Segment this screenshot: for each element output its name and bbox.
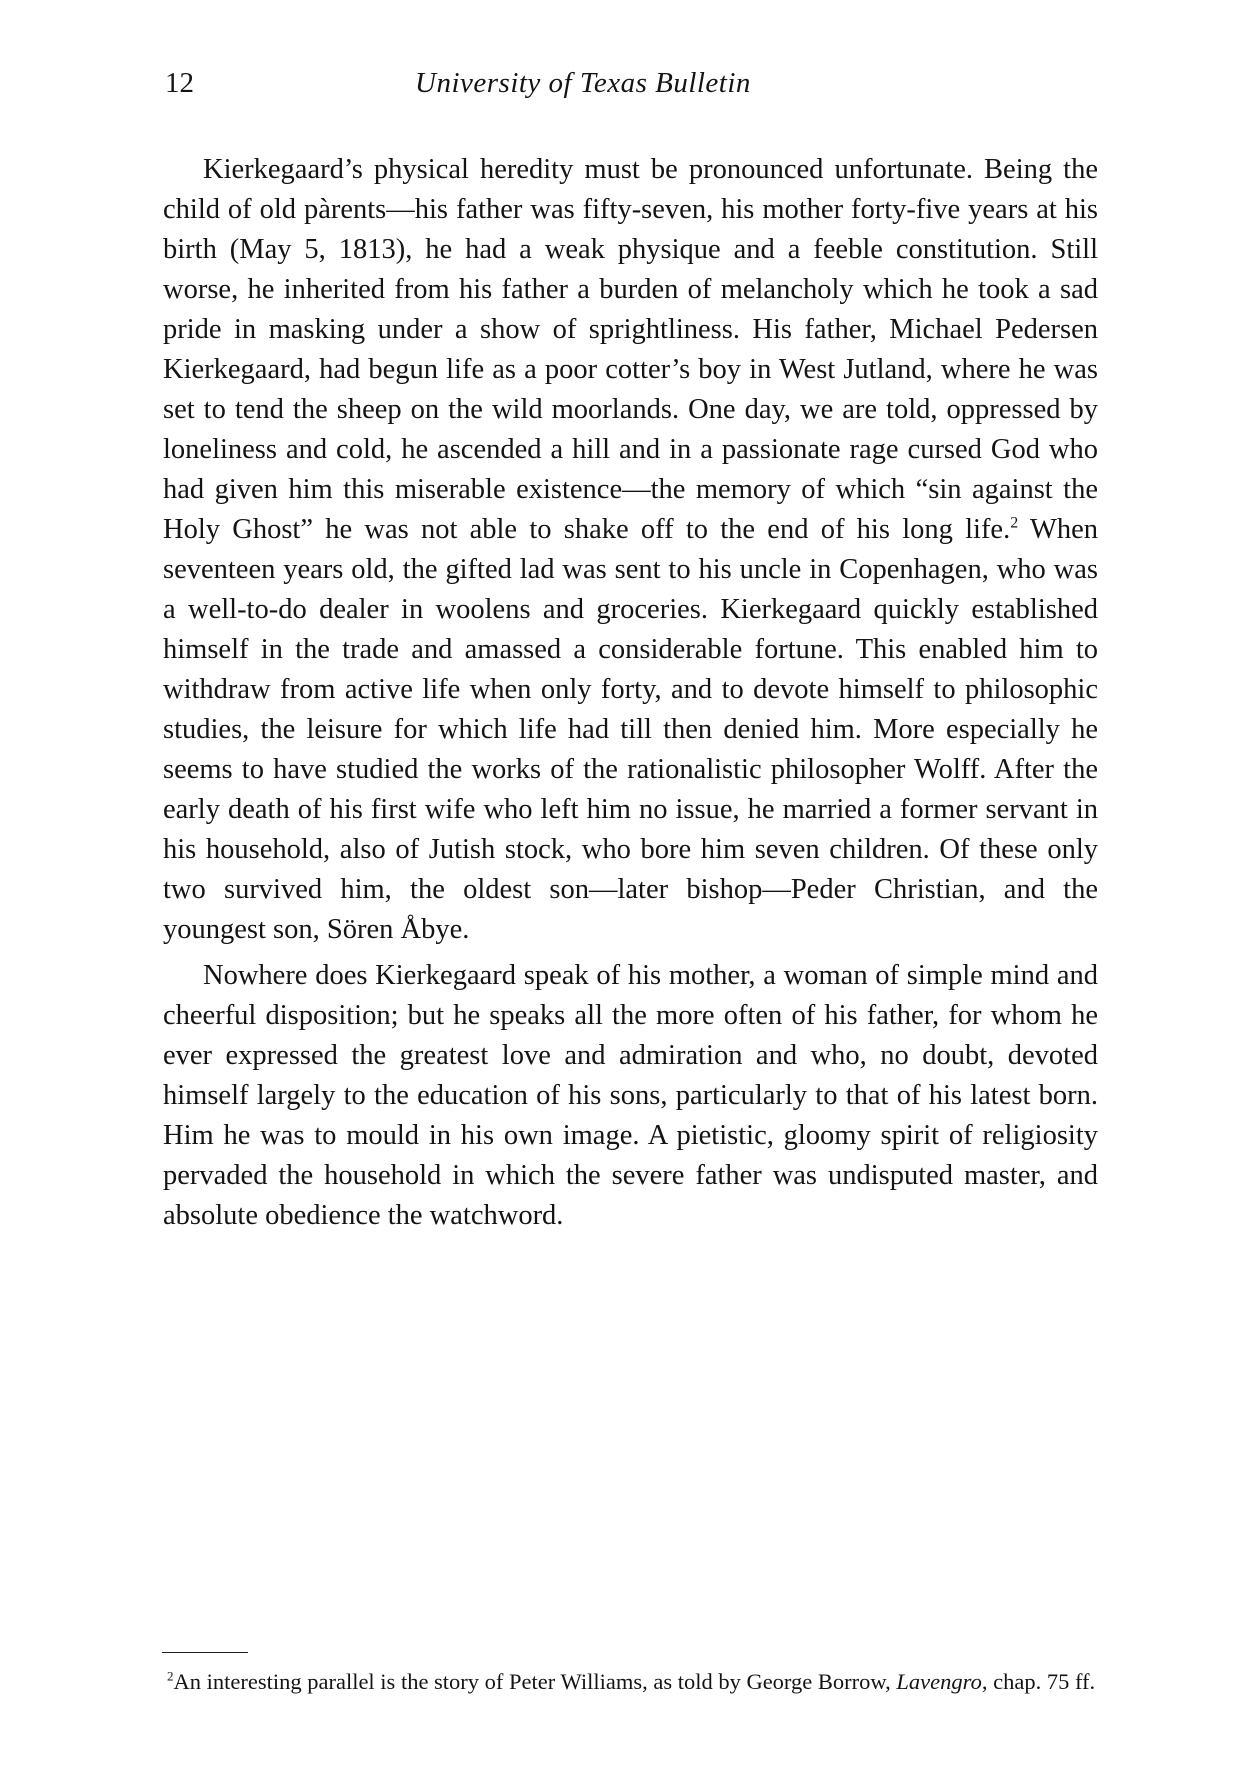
paragraph-1 xyxy=(163,150,1098,950)
footnote-reference: 2 xyxy=(1010,514,1019,532)
footnote-mark: 2 xyxy=(167,1668,174,1684)
running-title: University of Texas Bulletin xyxy=(415,67,751,99)
footnote-text-before: An interesting parallel is the story of Peter Williams, as told by George Borrow, xyxy=(173,1669,897,1694)
footnote-divider xyxy=(162,1652,248,1653)
footnote-work-title: Lavengro xyxy=(896,1669,982,1694)
paragraph-2: Nowhere does Kierkegaard speak of his mother, a woman of simple mind and cheerful disposition; but he speaks all the more often of his father, for whom he ever expressed the greatest love and admiration and who, no doubt, devoted himself largely to the education of his sons, particularly to that of his latest born. Him he was to mould in his own image. A pietistic, gloomy spirit of religiosity pervaded the household in which the severe father was undisputed master, and absolute obedience the watchword. xyxy=(163,960,1098,1231)
footnote-text-after: , chap. 75 ff. xyxy=(981,1669,1096,1694)
footnote xyxy=(153,1665,1097,1698)
page-header xyxy=(165,58,1095,108)
paragraph-1-text-before-ref: Kierkegaard’s physical heredity must be pronounced unfortunate. Being the child of old pàrents—his father was fifty-seven, his mother forty-five years at his birth (May 5, 1813), he had a weak physique and a feeble constitution. Still worse, he inherited from his father a burden of melancholy which he took a sad pride in masking under a show of sprightliness. His father, Michael Pedersen Kierkegaard, had begun life as a poor cotter’s boy in West Jutland, where he was set to tend the sheep on the wild moorlands. One day, we are told, oppressed by loneliness and cold, he ascended a hill and in a passionate rage cursed God who had given him this miserable existence—the memory of which “sin against the Holy Ghost” he was not able to shake off to the end of his long life. xyxy=(163,154,1098,545)
paragraph-1-text-after-ref: When seventeen years old, the gifted lad was sent to his uncle in Copenhagen, who was a well-to-do dealer in woolens and groceries. Kierkegaard quickly established himself in the trade and amassed a considerable fortune. This enabled him to withdraw from active life when only forty, and to devote himself to philosophic studies, the leisure for which life had till then denied him. More especially he seems to have studied the works of the rationalistic philosopher Wolff. After the early death of his first wife who left him no issue, he married a former servant in his household, also of Jutish stock, who bore him seven children. Of these only two survived him, the oldest son—later bishop—Peder Christian, and the youngest son, Sören Åbye. xyxy=(163,514,1098,945)
page-number: 12 xyxy=(165,67,194,99)
body-text xyxy=(163,150,1098,1236)
